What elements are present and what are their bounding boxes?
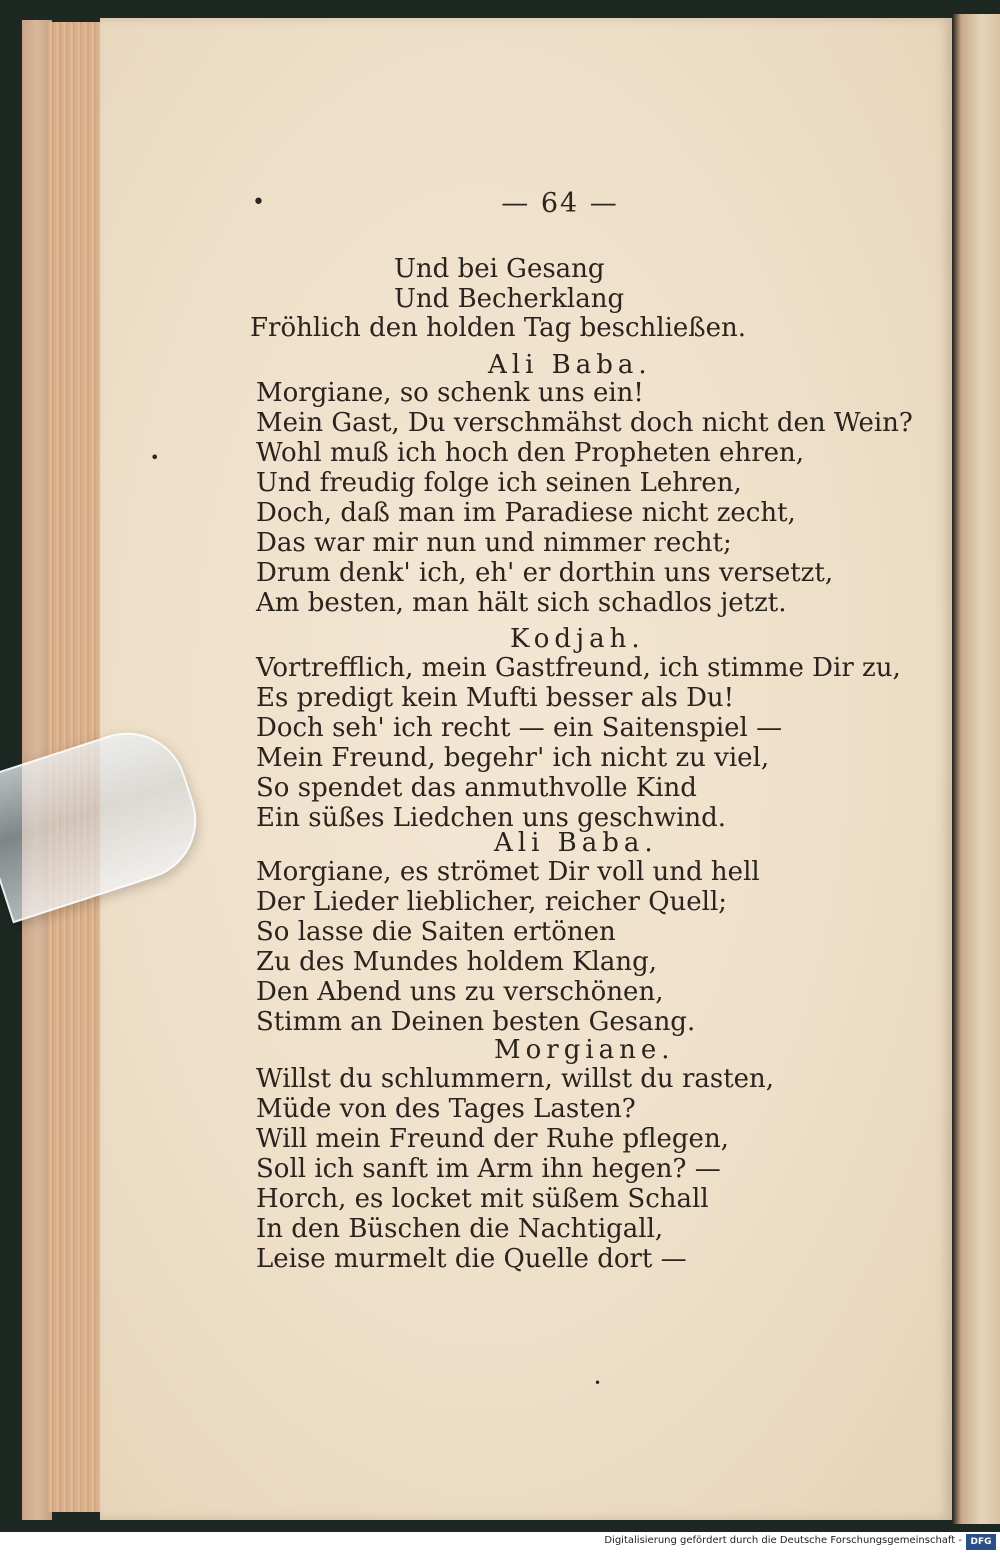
dfg-logo: DFG bbox=[966, 1534, 996, 1550]
funding-notice: Digitalisierung gefördert durch die Deutsche Forschungsgemeinschaft - bbox=[604, 1535, 962, 1546]
verse-line: Den Abend uns zu verschönen, bbox=[256, 977, 664, 1007]
ink-speck: • bbox=[252, 190, 265, 215]
verse-line: Mein Gast, Du verschmähst doch nicht den Wein? bbox=[256, 408, 913, 438]
verse-line: Vortrefflich, mein Gastfreund, ich stimme Dir zu, bbox=[256, 653, 901, 683]
speaker-name: Ali Baba. bbox=[488, 350, 652, 380]
speaker-name: Ali Baba. bbox=[494, 828, 658, 858]
verse-line: Horch, es locket mit süßem Schall bbox=[256, 1184, 709, 1214]
verse-line: Am besten, man hält sich schadlos jetzt. bbox=[256, 588, 787, 618]
verse-line: Mein Freund, begehr' ich nicht zu viel, bbox=[256, 743, 770, 773]
verse-line: Der Lieder lieblicher, reicher Quell; bbox=[256, 887, 728, 917]
verse-line: Doch, daß man im Paradiese nicht zecht, bbox=[256, 498, 796, 528]
verse-line: Will mein Freund der Ruhe pflegen, bbox=[256, 1124, 729, 1154]
verse-line: Das war mir nun und nimmer recht; bbox=[256, 528, 732, 558]
verse-line: Willst du schlummern, willst du rasten, bbox=[256, 1064, 775, 1094]
verse-line: Leise murmelt die Quelle dort — bbox=[256, 1244, 687, 1274]
verse-line: Soll ich sanft im Arm ihn hegen? — bbox=[256, 1154, 721, 1184]
verse-line: Doch seh' ich recht — ein Saitenspiel — bbox=[256, 713, 783, 743]
verse-line: Und Becherklang bbox=[394, 284, 625, 314]
verse-line: Stimm an Deinen besten Gesang. bbox=[256, 1007, 696, 1037]
verse-line: Zu des Mundes holdem Klang, bbox=[256, 947, 658, 977]
ink-speck: • bbox=[150, 448, 160, 467]
verse-line: Müde von des Tages Lasten? bbox=[256, 1094, 636, 1124]
verse-line: Und bei Gesang bbox=[394, 254, 605, 284]
speaker-name: Kodjah. bbox=[510, 624, 645, 654]
verse-line: Morgiane, es strömet Dir voll und hell bbox=[256, 857, 760, 887]
verse-line: Und freudig folge ich seinen Lehren, bbox=[256, 468, 742, 498]
verse-line: So lasse die Saiten ertönen bbox=[256, 917, 616, 947]
verse-line: Es predigt kein Mufti besser als Du! bbox=[256, 683, 735, 713]
verse-line: Morgiane, so schenk uns ein! bbox=[256, 378, 644, 408]
verse-line: Drum denk' ich, eh' er dorthin uns versetzt, bbox=[256, 558, 834, 588]
verse-line: In den Büschen die Nachtigall, bbox=[256, 1214, 664, 1244]
speaker-name: Morgiane. bbox=[494, 1035, 675, 1065]
verse-line: So spendet das anmuthvolle Kind bbox=[256, 773, 697, 803]
facing-page-edge bbox=[953, 14, 1000, 1524]
verse-line: Ein süßes Liedchen uns geschwind. bbox=[256, 803, 727, 833]
ink-speck: • bbox=[594, 1376, 602, 1390]
page-number: — 64 — bbox=[501, 188, 619, 219]
verse-line: Wohl muß ich hoch den Propheten ehren, bbox=[256, 438, 805, 468]
verse-line: Fröhlich den holden Tag beschließen. bbox=[250, 313, 747, 343]
footer-bar bbox=[0, 1532, 1000, 1553]
